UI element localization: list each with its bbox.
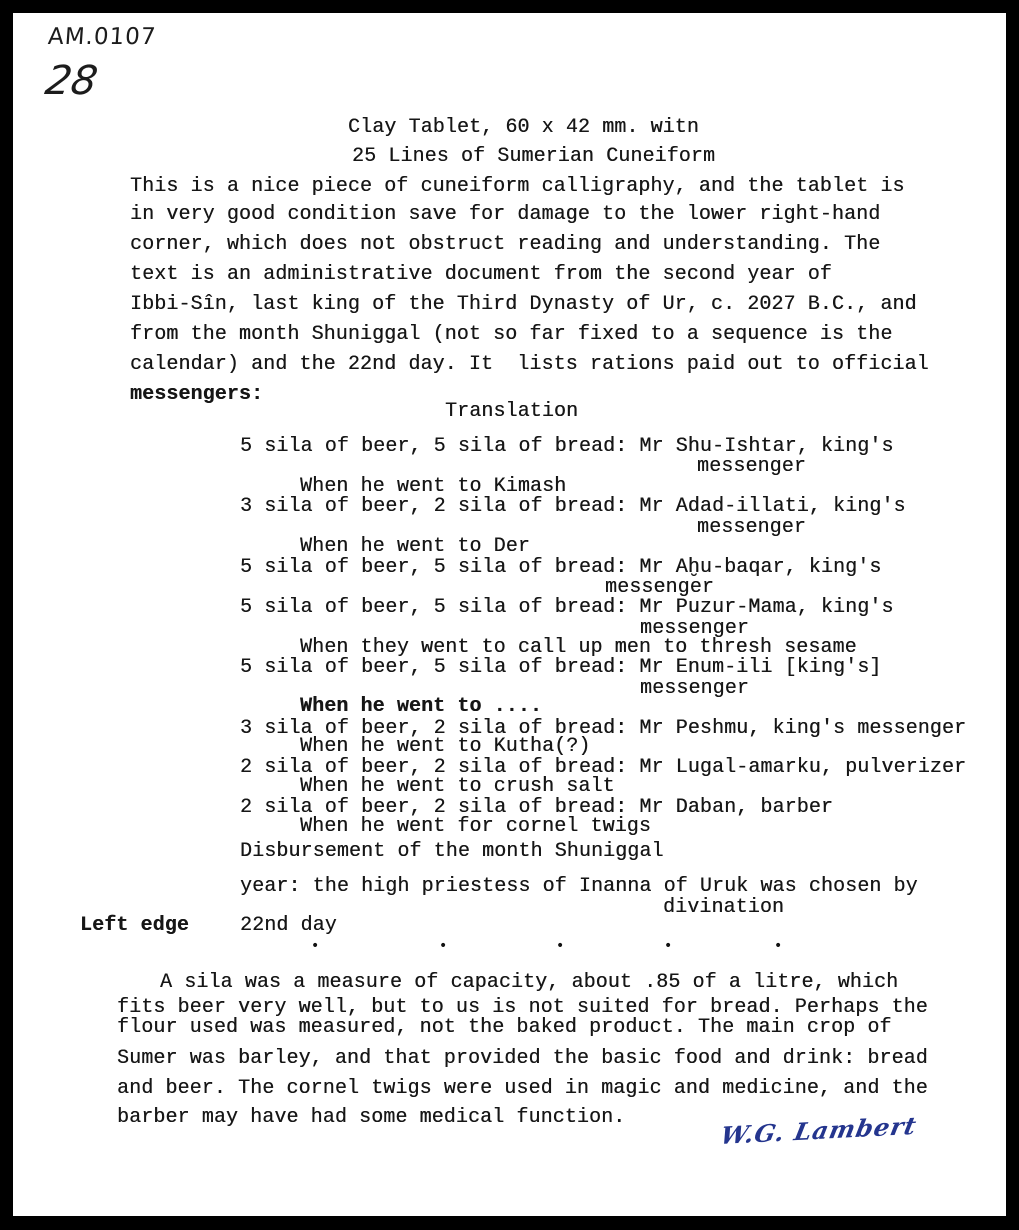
ration-purpose: When he went for cornel twigs <box>300 815 651 838</box>
separator-dot: • <box>664 938 673 954</box>
ration-line: 3 sila of beer, 2 sila of bread: Mr Adad-illati, king's <box>240 495 906 518</box>
note-line: A sila was a measure of capacity, about .85 of a litre, which <box>160 971 899 994</box>
separator-dot: • <box>774 938 783 954</box>
ration-purpose: When he went to .... <box>300 695 543 718</box>
note-line: barber may have had some medical function. <box>117 1106 626 1129</box>
left-edge-date: 22nd day <box>240 914 337 937</box>
ration-purpose: When he went to Der <box>300 535 530 558</box>
ration-line-continuation: messenger <box>697 455 806 478</box>
ration-line: 2 sila of beer, 2 sila of bread: Mr Lugal-amarku, pulverizer <box>240 756 967 779</box>
intro-line: corner, which does not obstruct reading and understanding. The <box>130 233 881 256</box>
note-line: and beer. The cornel twigs were used in magic and medicine, and the <box>117 1077 928 1100</box>
intro-line: This is a nice piece of cuneiform calligraphy, and the tablet is <box>130 175 905 198</box>
disbursement-line: Disbursement of the month Shuniggal <box>240 840 664 863</box>
ration-line: 5 sila of beer, 5 sila of bread: Mr Enum-ili [king's] <box>240 656 882 679</box>
ration-line: 5 sila of beer, 5 sila of bread: Mr Shu-Ishtar, king's <box>240 435 894 458</box>
ration-line: 5 sila of beer, 5 sila of bread: Mr Puzur-Mama, king's <box>240 596 894 619</box>
ration-line-continuation: messenger <box>697 516 806 539</box>
accession-number: AM.0107 <box>47 24 158 50</box>
title-line-1: Clay Tablet, 60 x 42 mm. witn <box>348 116 699 139</box>
note-line: fits beer very well, but to us is not suited for bread. Perhaps the <box>117 996 928 1019</box>
ration-purpose: When he went to Kimash <box>300 475 567 498</box>
ration-line-continuation: messenger <box>605 576 714 599</box>
ration-line: 5 sila of beer, 5 sila of bread: Mr Aḫu-baqar, king's <box>240 556 882 579</box>
ration-line-continuation: messenger <box>640 617 749 640</box>
ration-purpose: When they went to call up men to thresh sesame <box>300 636 857 659</box>
note-line: Sumer was barley, and that provided the basic food and drink: bread <box>117 1047 928 1070</box>
ration-line: 2 sila of beer, 2 sila of bread: Mr Daban, barber <box>240 796 833 819</box>
ration-purpose: When he went to crush salt <box>300 775 615 798</box>
intro-line: messengers: <box>130 383 264 406</box>
ration-purpose: When he went to Kutha(?) <box>300 735 591 758</box>
intro-line: calendar) and the 22nd day. It lists rations paid out to official <box>130 353 929 376</box>
separator-dot: • <box>439 938 448 954</box>
note-line: flour used was measured, not the baked product. The main crop of <box>117 1016 892 1039</box>
ration-line: 3 sila of beer, 2 sila of bread: Mr Peshmu, king's messenger <box>240 717 967 740</box>
translation-heading: Translation <box>445 400 579 423</box>
year-formula-continuation: divination <box>663 896 785 919</box>
title-line-2: 25 Lines of Sumerian Cuneiform <box>352 145 716 168</box>
separator-dot: • <box>556 938 565 954</box>
intro-line: from the month Shuniggal (not so far fixed to a sequence is the <box>130 323 893 346</box>
page-number: 28 <box>41 58 101 104</box>
signature: W.G. Lambert <box>718 1110 920 1151</box>
intro-line: in very good condition save for damage to the lower right-hand <box>130 203 881 226</box>
intro-line: Ibbi-Sîn, last king of the Third Dynasty of Ur, c. 2027 B.C., and <box>130 293 917 316</box>
left-edge-label: Left edge <box>80 914 189 937</box>
separator-dot: • <box>311 938 320 954</box>
intro-line: text is an administrative document from the second year of <box>130 263 832 286</box>
year-formula-line: year: the high priestess of Inanna of Uruk was chosen by <box>240 875 918 898</box>
ration-line-continuation: messenger <box>640 677 749 700</box>
